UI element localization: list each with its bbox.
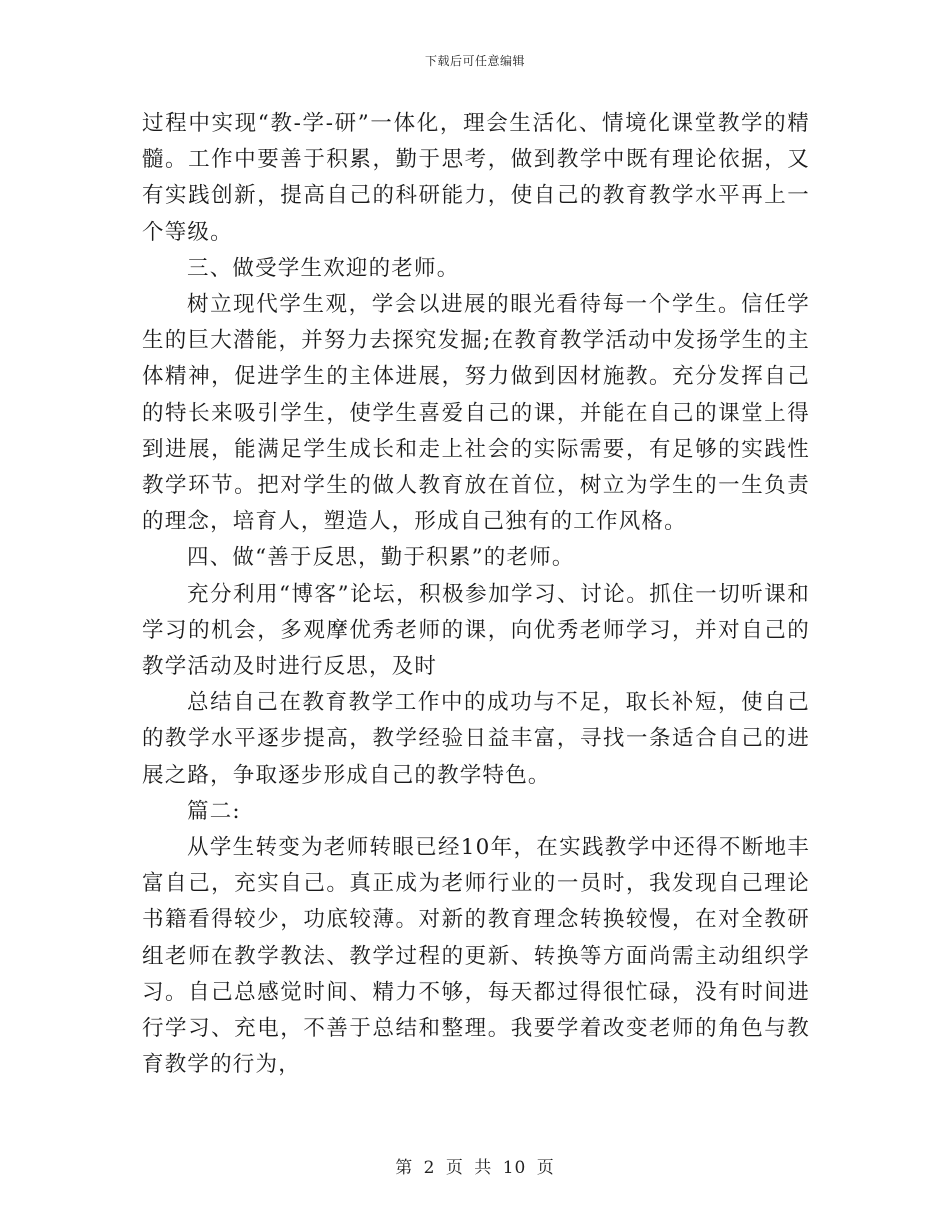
section-heading: 三、做受学生欢迎的老师。 [187,255,460,281]
paragraph: 总结自己在教育教学工作中的成功与不足，取长补短，使自己的教学水平逐步提高，教学经验日益丰富，寻找一条适合自己的进展之路，争取逐步形成自己的教学特色。 [142,690,810,788]
section-heading: 篇二: [187,798,241,824]
paragraph: 过程中实现“教-学-研”一体化，理会生活化、情境化课堂教学的精髓。工作中要善于积累，勤于思考，做到教学中既有理论依据，又有实践创新，提高自己的科研能力，使自己的教育教学水平再上一个等级。 [142,111,810,245]
paragraph: 充分利用“博客”论坛，积极参加学习、讨论。抓住一切听课和学习的机会，多观摩优秀老师的课，向优秀老师学习，并对自己的教学活动及时进行反思，及时 [142,581,810,680]
document-body [142,106,810,1083]
page-header: 下载后可任意编辑 [424,54,525,68]
page-number: 第 2 页 共 10 页 [395,1158,555,1178]
paragraph: 从学生转变为老师转眼已经10年，在实践教学中还得不断地丰富自己，充实自己。真正成为老师行业的一员时，我发现自己理论书籍看得较少，功底较薄。对新的教育理念转换较慢，在对全教研组老师在教学教法、教学过程的更新、转换等方面尚需主动组织学习。自己总感觉时间、精力不够，每天都过得很忙碌，没有时间进行学习、充电，不善于总结和整理。我要学着改变老师的角色与教育教学的行为， [142,835,810,1078]
paragraph: 树立现代学生观，学会以进展的眼光看待每一个学生。信任学生的巨大潜能，并努力去探究发掘;在教育教学活动中发扬学生的主体精神，促进学生的主体进展，努力做到因材施教。充分发挥自己的特长来吸引学生，使学生喜爱自己的课，并能在自己的课堂上得到进展，能满足学生成长和走上社会的实际需要，有足够的实践性教学环节。把对学生的做人教育放在首位，树立为学生的一生负责的理念，培育人，塑造人，形成自己独有的工作风格。 [142,292,810,535]
section-heading: 四、做“善于反思，勤于积累”的老师。 [187,545,575,571]
